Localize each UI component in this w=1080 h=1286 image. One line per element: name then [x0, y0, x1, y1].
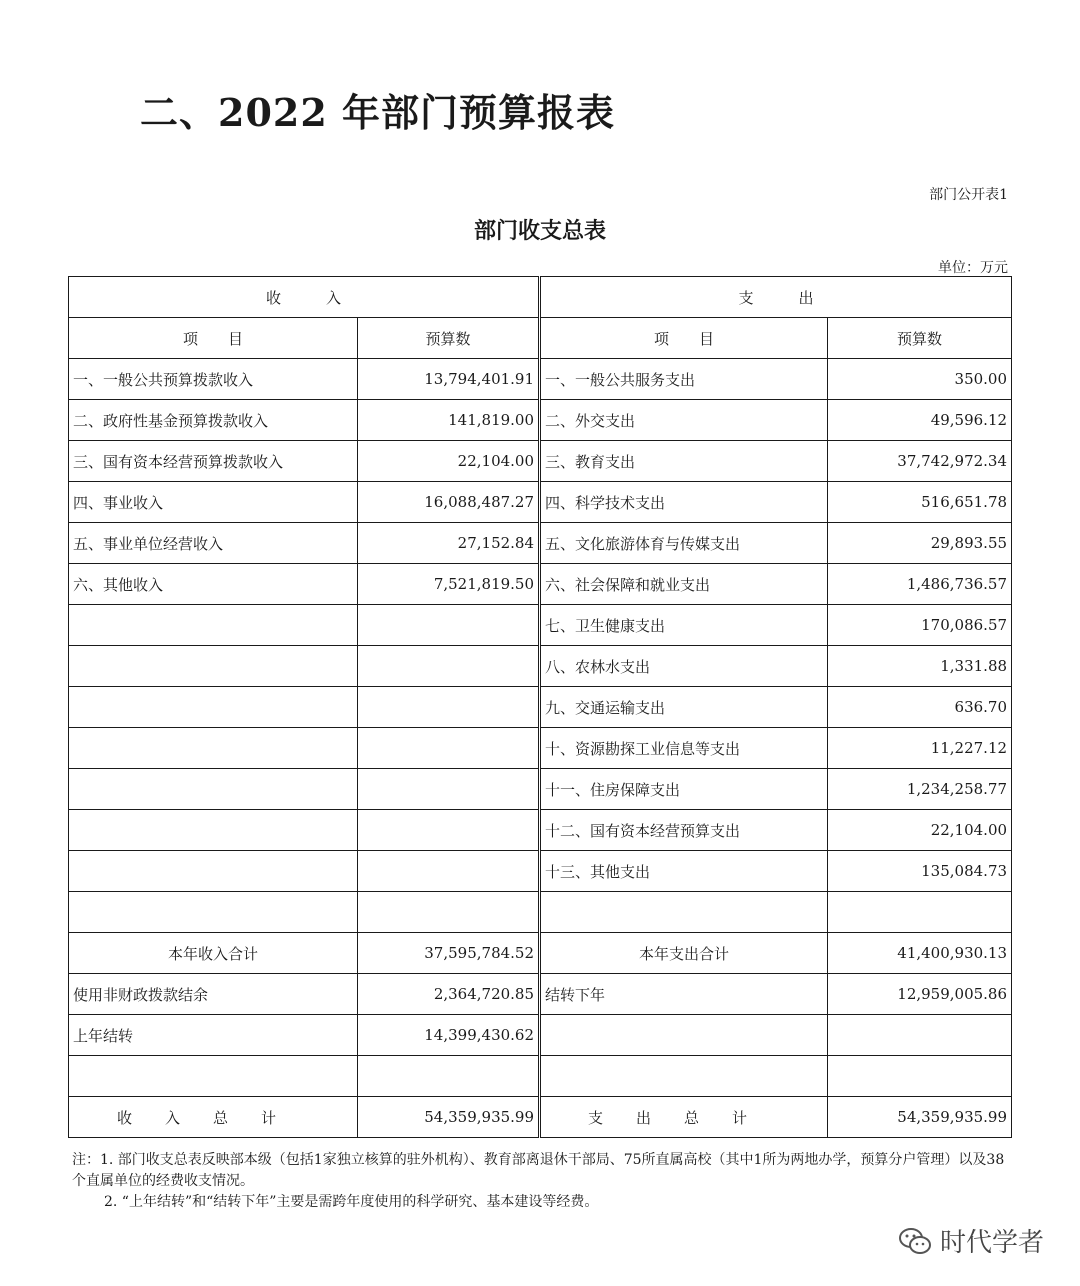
expense-subtotal-amount: 41,400,930.13	[828, 933, 1012, 974]
expense-amount-cell: 49,596.12	[828, 400, 1012, 441]
expense-amount-cell: 350.00	[828, 359, 1012, 400]
expense-amount-cell	[828, 1015, 1012, 1056]
table-row	[69, 359, 1012, 400]
expense-total-amount: 54,359,935.99	[828, 1097, 1012, 1138]
page-heading: 二、2022 年部门预算报表	[140, 90, 615, 135]
table-row	[69, 605, 1012, 646]
income-item-cell: 六、其他收入	[69, 564, 358, 605]
expense-item-cell: 三、教育支出	[540, 441, 828, 482]
income-amount-cell	[358, 851, 540, 892]
expense-total-label: 支出总计	[540, 1097, 828, 1138]
income-amount-cell	[358, 646, 540, 687]
expense-amount-cell: 636.70	[828, 687, 1012, 728]
expense-item-cell	[540, 1056, 828, 1097]
income-item-cell	[69, 605, 358, 646]
income-item-cell: 一、一般公共预算拨款收入	[69, 359, 358, 400]
table-row	[69, 851, 1012, 892]
expense-item-column-header: 项 目	[540, 318, 828, 359]
table-section-header	[69, 277, 1012, 318]
income-amount-cell	[358, 687, 540, 728]
table-row	[69, 523, 1012, 564]
table-row	[69, 974, 1012, 1015]
expense-amount-cell: 516,651.78	[828, 482, 1012, 523]
expense-item-cell: 二、外交支出	[540, 400, 828, 441]
income-total-label: 收入总计	[69, 1097, 358, 1138]
expense-item-cell: 十三、其他支出	[540, 851, 828, 892]
watermark-text: 时代学者	[939, 1228, 1044, 1258]
income-amount-cell: 16,088,487.27	[358, 482, 540, 523]
income-amount-cell: 13,794,401.91	[358, 359, 540, 400]
expense-amount-cell	[828, 892, 1012, 933]
expense-item-cell: 五、文化旅游体育与传媒支出	[540, 523, 828, 564]
footnote-2: 2. “上年结转”和“结转下年”主要是需跨年度使用的科学研究、基本建设等经费。	[104, 1194, 599, 1210]
expense-item-cell	[540, 1015, 828, 1056]
table-row	[69, 728, 1012, 769]
expense-item-cell: 八、农林水支出	[540, 646, 828, 687]
expense-item-cell: 十、资源勘探工业信息等支出	[540, 728, 828, 769]
expense-amount-cell: 11,227.12	[828, 728, 1012, 769]
income-item-cell: 使用非财政拨款结余	[69, 974, 358, 1015]
footnotes	[72, 1150, 1012, 1213]
income-item-cell	[69, 892, 358, 933]
expense-item-cell: 九、交通运输支出	[540, 687, 828, 728]
expense-item-cell: 六、社会保障和就业支出	[540, 564, 828, 605]
table-row	[69, 441, 1012, 482]
income-amount-cell	[358, 1056, 540, 1097]
expense-amount-cell: 29,893.55	[828, 523, 1012, 564]
income-amount-cell	[358, 605, 540, 646]
budget-table	[68, 276, 1012, 1138]
form-code: 部门公开表1	[929, 187, 1008, 203]
income-amount-cell: 2,364,720.85	[358, 974, 540, 1015]
income-subtotal-label: 本年收入合计	[69, 933, 358, 974]
unit-label: 单位：万元	[938, 260, 1008, 276]
income-item-cell	[69, 1056, 358, 1097]
expense-item-cell: 十二、国有资本经营预算支出	[540, 810, 828, 851]
income-item-cell: 二、政府性基金预算拨款收入	[69, 400, 358, 441]
income-amount-cell	[358, 810, 540, 851]
expense-amount-cell: 1,486,736.57	[828, 564, 1012, 605]
income-amount-cell: 7,521,819.50	[358, 564, 540, 605]
income-amount-cell	[358, 769, 540, 810]
expense-amount-column-header: 预算数	[828, 318, 1012, 359]
expense-item-cell: 一、一般公共服务支出	[540, 359, 828, 400]
table-row	[69, 400, 1012, 441]
table-title: 部门收支总表	[473, 219, 606, 244]
income-item-cell	[69, 646, 358, 687]
table-row	[69, 892, 1012, 933]
expense-amount-cell: 22,104.00	[828, 810, 1012, 851]
expense-amount-cell: 1,234,258.77	[828, 769, 1012, 810]
income-item-cell	[69, 769, 358, 810]
expense-amount-cell: 37,742,972.34	[828, 441, 1012, 482]
expense-amount-cell: 135,084.73	[828, 851, 1012, 892]
table-row	[69, 810, 1012, 851]
income-amount-cell: 22,104.00	[358, 441, 540, 482]
expense-amount-cell: 12,959,005.86	[828, 974, 1012, 1015]
income-total-amount: 54,359,935.99	[358, 1097, 540, 1138]
expense-item-cell: 结转下年	[540, 974, 828, 1015]
grand-total-row	[69, 1097, 1012, 1138]
expense-subtotal-label: 本年支出合计	[540, 933, 828, 974]
income-item-cell	[69, 687, 358, 728]
table-row	[69, 564, 1012, 605]
income-item-cell	[69, 728, 358, 769]
expense-amount-cell	[828, 1056, 1012, 1097]
income-amount-cell	[358, 728, 540, 769]
table-row	[69, 769, 1012, 810]
table-row	[69, 1056, 1012, 1097]
income-amount-cell: 27,152.84	[358, 523, 540, 564]
table-row	[69, 482, 1012, 523]
wechat-icon	[898, 1226, 932, 1256]
income-item-cell	[69, 851, 358, 892]
watermark	[898, 1222, 1044, 1259]
table-column-header	[69, 318, 1012, 359]
expense-item-cell: 十一、住房保障支出	[540, 769, 828, 810]
table-row	[69, 646, 1012, 687]
expense-item-cell: 七、卫生健康支出	[540, 605, 828, 646]
income-subtotal-amount: 37,595,784.52	[358, 933, 540, 974]
table-row	[69, 687, 1012, 728]
income-item-column-header: 项 目	[69, 318, 358, 359]
income-item-cell: 五、事业单位经营收入	[69, 523, 358, 564]
subtotal-row	[69, 933, 1012, 974]
income-item-cell: 三、国有资本经营预算拨款收入	[69, 441, 358, 482]
footnote-1: 注：1. 部门收支总表反映部本级（包括1家独立核算的驻外机构）、教育部离退休干部局、75所直属高校（其中1所为两地办学，预算分户管理）以及38个直属单位的经费收支情况。	[72, 1152, 1005, 1189]
income-item-cell	[69, 810, 358, 851]
expense-item-cell: 四、科学技术支出	[540, 482, 828, 523]
expense-amount-cell: 1,331.88	[828, 646, 1012, 687]
income-amount-cell: 14,399,430.62	[358, 1015, 540, 1056]
income-amount-cell: 141,819.00	[358, 400, 540, 441]
income-header: 收 入	[69, 277, 540, 318]
income-amount-column-header: 预算数	[358, 318, 540, 359]
income-item-cell: 四、事业收入	[69, 482, 358, 523]
expense-item-cell	[540, 892, 828, 933]
expense-amount-cell: 170,086.57	[828, 605, 1012, 646]
expense-header: 支 出	[540, 277, 1012, 318]
income-item-cell: 上年结转	[69, 1015, 358, 1056]
income-amount-cell	[358, 892, 540, 933]
table-row	[69, 1015, 1012, 1056]
